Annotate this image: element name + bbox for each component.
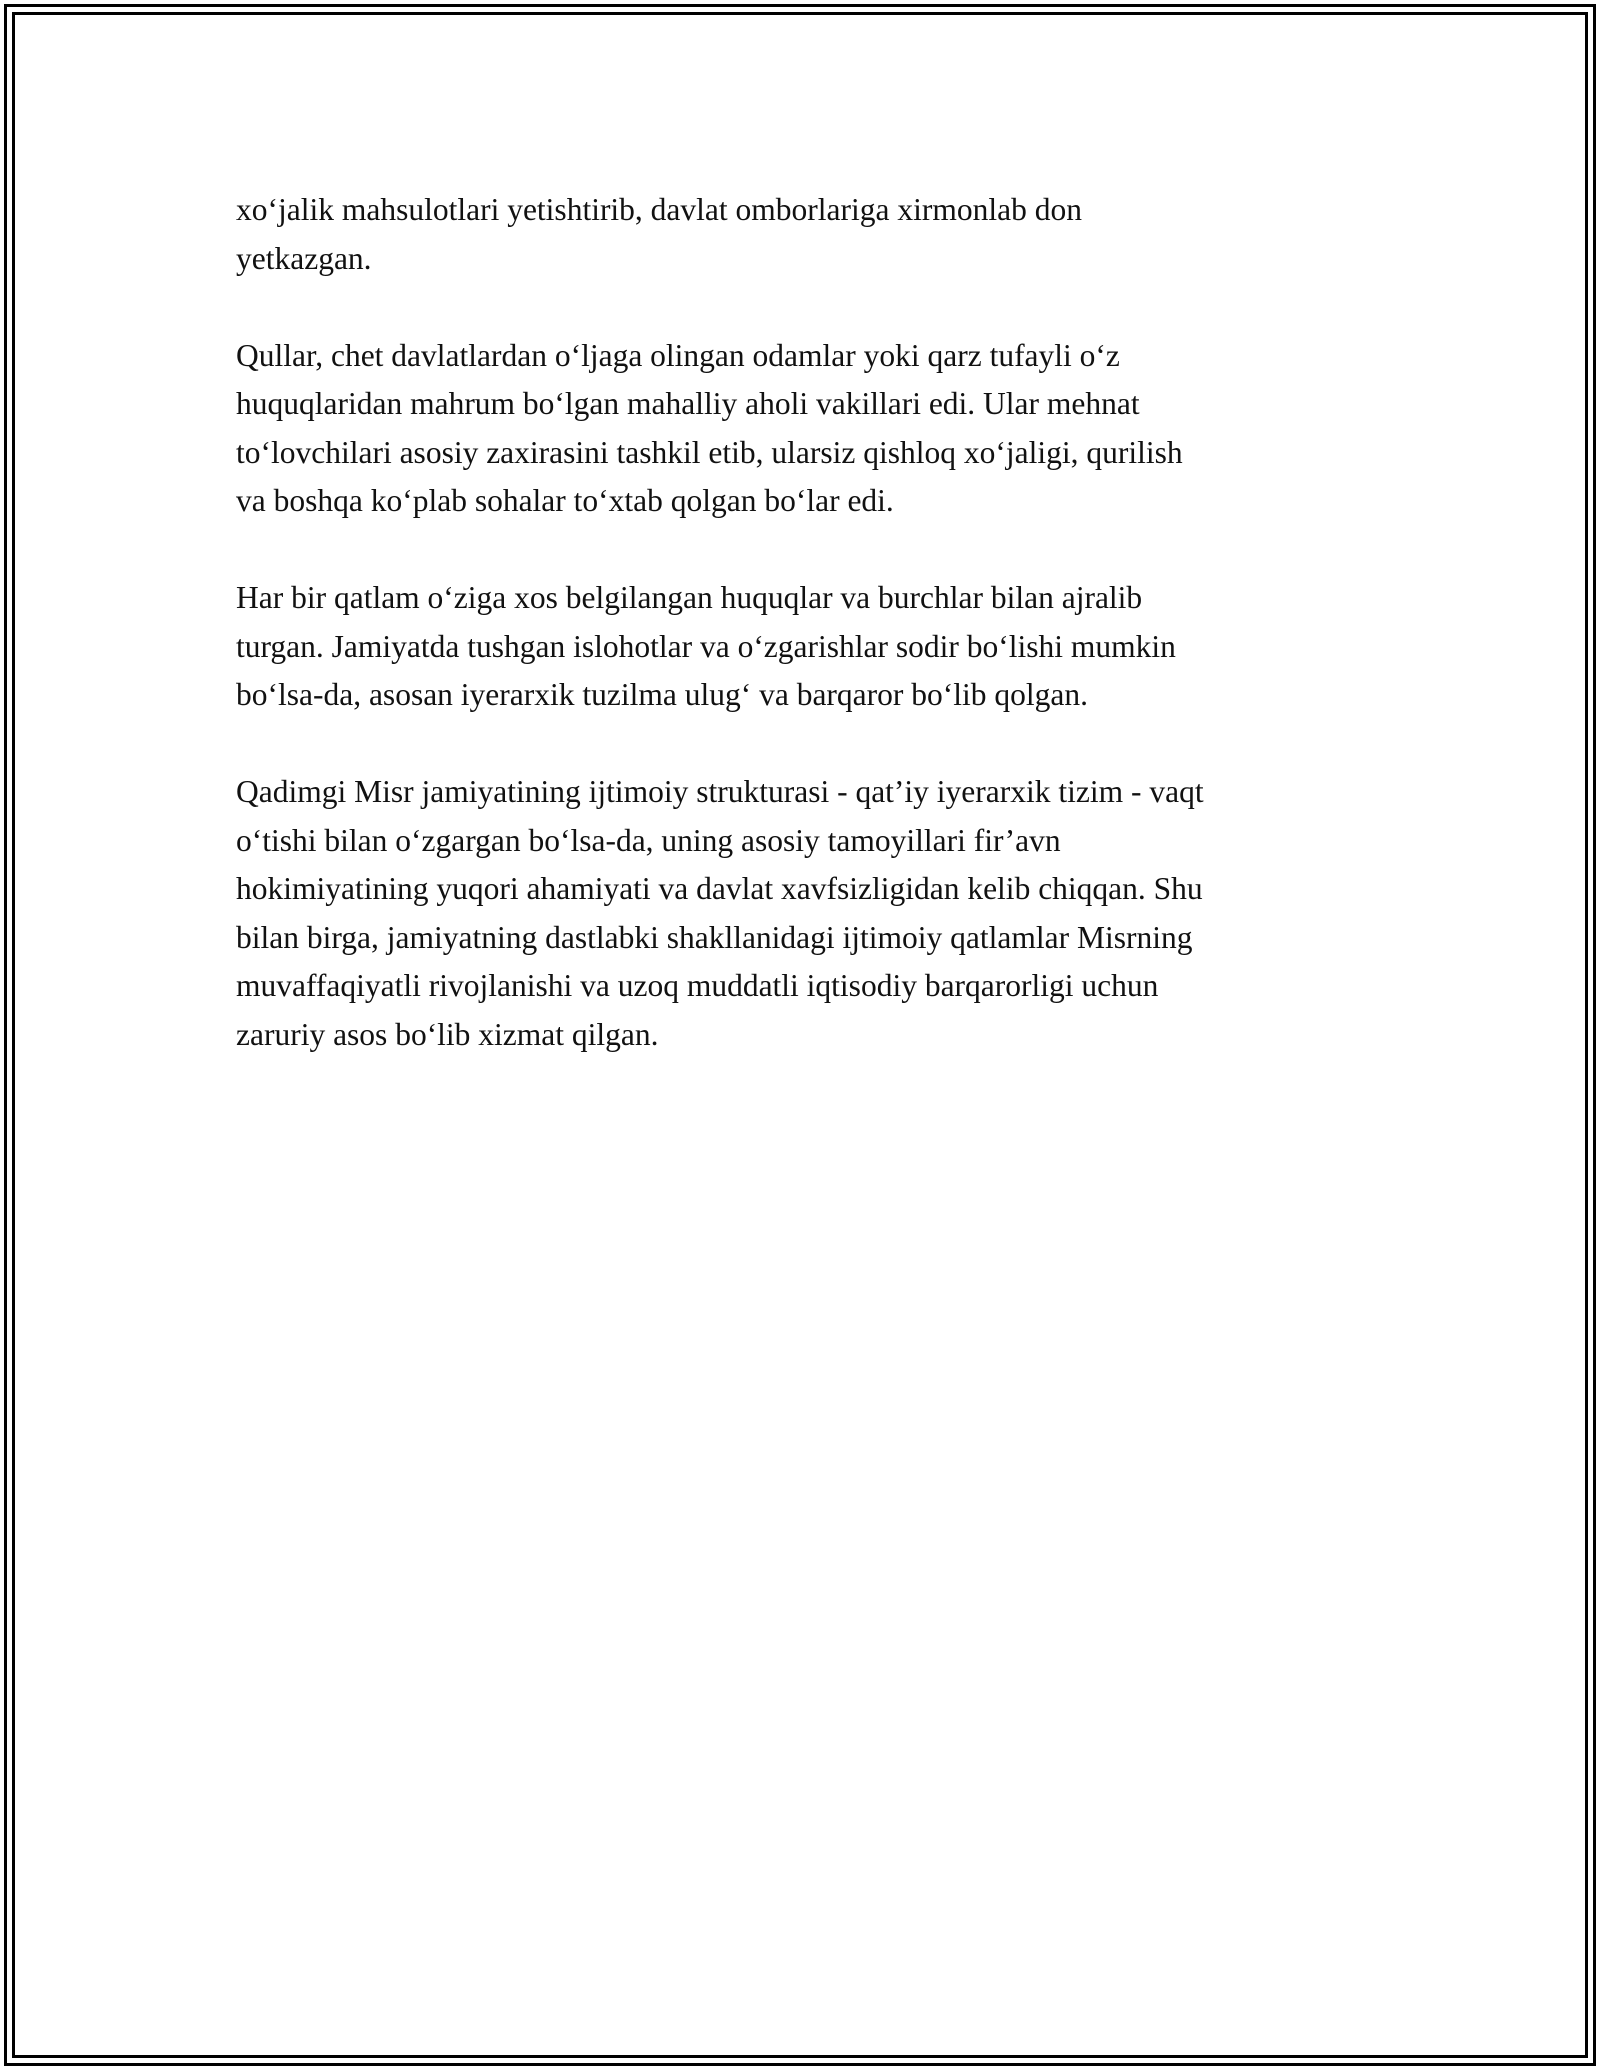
document-body bbox=[236, 186, 1386, 1108]
paragraph-4: Qadimgi Misr jamiyatining ijtimoiy strukturasi - qat’iy iyerarxik tizim - vaqt o‘tishi bilan o‘zgargan bo‘lsa-da, uning asosiy tamoyillari fir’avn hokimiyatining yuqori ahamiyati va davlat xavfsizligidan kelib chiqqan. Shu bilan birga, jamiyatning dastlabki shakllanidagi ijtimoiy qatlamlar Misrning muvaffaqiyatli rivojlanishi va uzoq muddatli iqtisodiy barqarorligi uchun zaruriy asos bo‘lib xizmat qilgan. bbox=[236, 774, 1204, 1052]
paragraph-3: Har bir qatlam o‘ziga xos belgilangan huquqlar va burchlar bilan ajralib turgan. Jamiyatda tushgan islohotlar va o‘zgarishlar sodir bo‘lishi mumkin bo‘lsa-da, asosan iyerarxik tuzilma ulug‘ va barqaror bo‘lib qolgan. bbox=[236, 580, 1176, 712]
paragraph-1: xo‘jalik mahsulotlari yetishtirib, davlat omborlariga xirmonlab don yetkazgan. bbox=[236, 192, 1082, 276]
paragraph-2: Qullar, chet davlatlardan o‘ljaga olingan odamlar yoki qarz tufayli o‘z huquqlaridan mahrum bo‘lgan mahalliy aholi vakillari edi. Ular mehnat to‘lovchilari asosiy zaxirasini tashkil etib, ularsiz qishloq xo‘jaligi, qurilish va boshqa ko‘plab sohalar to‘xtab qolgan bo‘lar edi. bbox=[236, 337, 1183, 518]
